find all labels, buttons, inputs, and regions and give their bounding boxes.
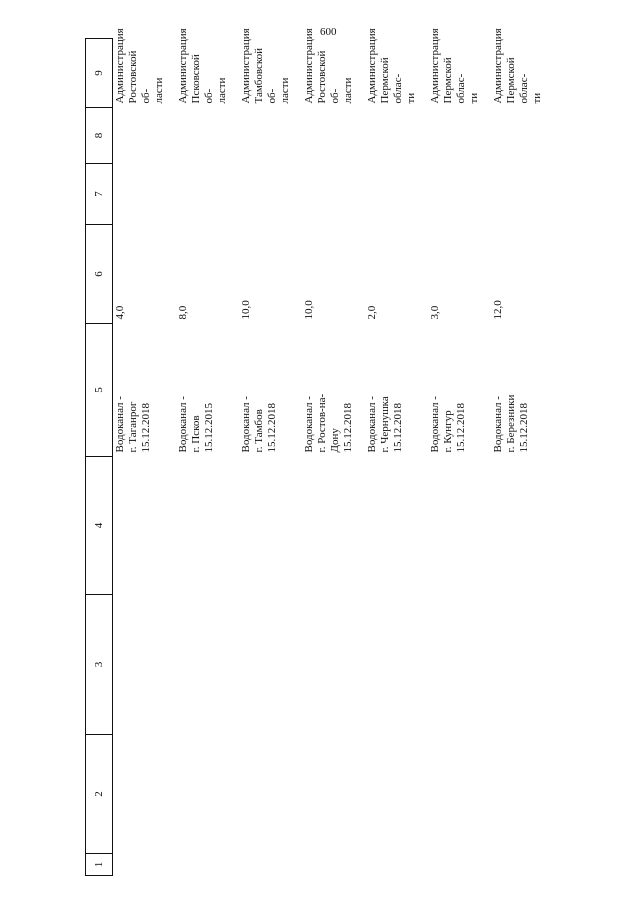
cell-operator: Водоканал - г. Псков 15.12.2015 <box>177 396 215 453</box>
cell-administration: Администрация Ростовской об- ласти <box>303 28 354 104</box>
cell-col3 <box>491 595 554 735</box>
cell-col8 <box>113 108 177 164</box>
cell-administration: Администрация Псковской об- ласти <box>177 28 228 104</box>
cell-operator: Водоканал - г. Таганрог 15.12.2018 <box>114 396 152 453</box>
cell-col4 <box>302 457 365 595</box>
cell-col8 <box>176 108 239 164</box>
cell-administration: Администрация Пермской облас- ти <box>366 28 417 104</box>
cell-col3 <box>113 595 177 735</box>
cell-value: 10,0 <box>240 300 252 320</box>
cell-col8 <box>491 108 554 164</box>
cell-col1 <box>239 854 302 876</box>
column-header-6: 6 <box>86 225 113 324</box>
cell-col8 <box>428 108 491 164</box>
page-number: 600 <box>320 26 337 38</box>
cell-administration: Администрация Пермской облас- ти <box>429 28 480 104</box>
column-header-4: 4 <box>86 457 113 595</box>
table-row <box>113 39 177 876</box>
cell-col1 <box>428 854 491 876</box>
cell-col3 <box>365 595 428 735</box>
cell-value: 2,0 <box>366 305 378 320</box>
cell-value: 3,0 <box>429 305 441 320</box>
table-row <box>302 39 365 876</box>
column-header-7: 7 <box>86 164 113 225</box>
cell-col4 <box>428 457 491 595</box>
cell-col2 <box>302 735 365 854</box>
cell-col7 <box>491 164 554 225</box>
column-header-5: 5 <box>86 324 113 457</box>
cell-col2 <box>491 735 554 854</box>
table-row <box>239 39 302 876</box>
table-row <box>176 39 239 876</box>
cell-operator: Водоканал - г. Березники 15.12.2018 <box>492 394 530 453</box>
cell-administration: Администрация Ростовской об- ласти <box>114 28 165 104</box>
column-header-3: 3 <box>86 595 113 735</box>
cell-col2 <box>176 735 239 854</box>
cell-col2 <box>239 735 302 854</box>
cell-col2 <box>113 735 177 854</box>
cell-administration: Администрация Пермской облас- ти <box>492 28 543 104</box>
cell-value: 4,0 <box>114 305 126 320</box>
column-header-2: 2 <box>86 735 113 854</box>
cell-col4 <box>491 457 554 595</box>
cell-col3 <box>302 595 365 735</box>
cell-col8 <box>365 108 428 164</box>
cell-col3 <box>428 595 491 735</box>
cell-col7 <box>113 164 177 225</box>
cell-value: 10,0 <box>303 300 315 320</box>
cell-col1 <box>491 854 554 876</box>
cell-col7 <box>302 164 365 225</box>
cell-col7 <box>239 164 302 225</box>
cell-value: 8,0 <box>177 305 189 320</box>
table-row <box>491 39 554 876</box>
cell-col1 <box>302 854 365 876</box>
cell-col4 <box>113 457 177 595</box>
cell-operator: Водоканал - г. Чернушка 15.12.2018 <box>366 396 404 453</box>
cell-col4 <box>176 457 239 595</box>
cell-operator: Водоканал - г. Кунгур 15.12.2018 <box>429 396 467 453</box>
cell-col4 <box>239 457 302 595</box>
cell-col8 <box>302 108 365 164</box>
cell-col7 <box>176 164 239 225</box>
cell-col4 <box>365 457 428 595</box>
cell-value: 12,0 <box>492 300 504 320</box>
cell-operator: Водоканал - г. Тамбов 15.12.2018 <box>240 396 278 453</box>
cell-administration: Администрация Тамбовской об- ласти <box>240 28 291 104</box>
cell-col7 <box>428 164 491 225</box>
cell-col1 <box>113 854 177 876</box>
column-header-8: 8 <box>86 108 113 164</box>
cell-col3 <box>239 595 302 735</box>
cell-col2 <box>428 735 491 854</box>
column-header-9: 9 <box>86 39 113 108</box>
cell-col8 <box>239 108 302 164</box>
cell-col2 <box>365 735 428 854</box>
cell-col1 <box>365 854 428 876</box>
column-header-1: 1 <box>86 854 113 876</box>
cell-col1 <box>176 854 239 876</box>
table-row <box>428 39 491 876</box>
cell-operator: Водоканал - г. Ростов-на- Дону 15.12.2018 <box>303 393 354 453</box>
table-row <box>365 39 428 876</box>
cell-col3 <box>176 595 239 735</box>
table-header-row <box>86 39 113 876</box>
cell-col7 <box>365 164 428 225</box>
